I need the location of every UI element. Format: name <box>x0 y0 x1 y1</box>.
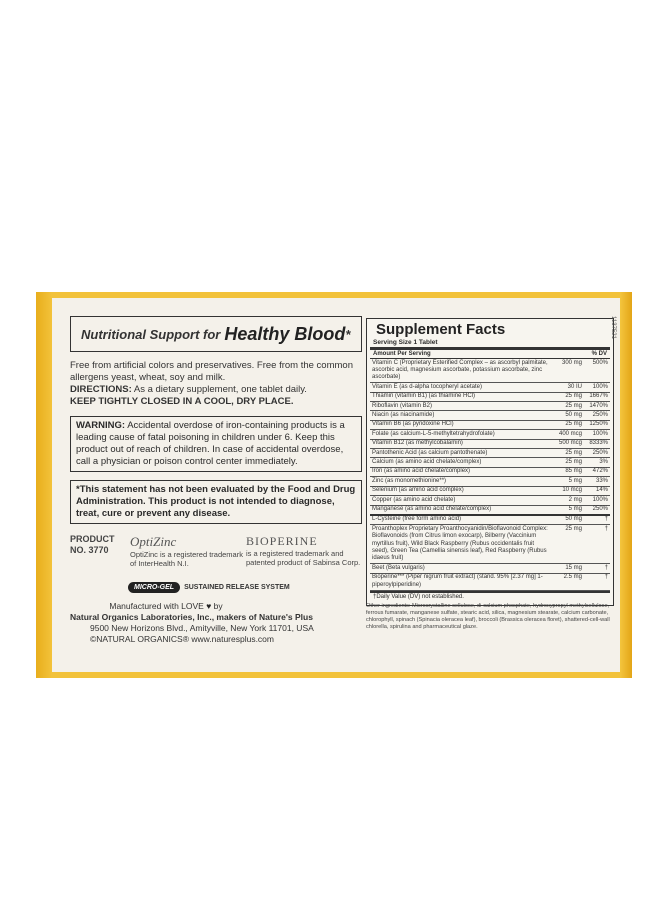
facts-row <box>370 467 610 476</box>
product-number <box>70 534 130 568</box>
dv-footnote: †Daily Value (DV) not established. <box>370 591 610 601</box>
product-no: NO. 3770 <box>70 545 109 555</box>
dv-header: % DV <box>591 351 607 357</box>
facts-dv: 100% <box>584 383 610 392</box>
fda-disclaimer: *This statement has not been evaluated by the Food and Drug Administration. This product is not intended to diagnose, treat, cure or prevent any disease. <box>70 480 362 524</box>
facts-name: Copper (as amino acid chelate) <box>370 496 552 505</box>
facts-dv: 250% <box>584 411 610 420</box>
free-from-text: Free from artificial colors and preservatives. Free from the common allergens yeast, wheat, soy and milk. <box>70 360 353 383</box>
supplement-facts-panel <box>366 318 614 606</box>
facts-amount: 50 mg <box>552 411 584 420</box>
facts-dv: 3% <box>584 458 610 467</box>
warning-text: Accidental overdose of iron-containing products is a leading cause of fatal poisoning in children under 6. Keep this product out of reach of children. In case of accidental overdose, call a physician or poison control center immediately. <box>76 420 345 467</box>
facts-amount: 400 mcg <box>552 430 584 439</box>
facts-row <box>370 525 610 564</box>
facts-name: Manganese (as amino acid chelate/complex) <box>370 505 552 515</box>
warning-label: WARNING: <box>76 420 126 431</box>
facts-amount: 300 mg <box>552 359 584 383</box>
storage-text: KEEP TIGHTLY CLOSED IN A COOL, DRY PLACE. <box>70 396 294 407</box>
headline-box <box>70 316 362 352</box>
facts-amount: 25 mg <box>552 420 584 429</box>
facts-row <box>370 486 610 495</box>
optizinc-note: OptiZinc is a registered trademark of InterHealth N.I. <box>130 550 243 568</box>
left-column <box>70 316 362 645</box>
facts-name: Pantothenic Acid (as calcium pantothenate) <box>370 449 552 458</box>
facts-row <box>370 449 610 458</box>
bioperine-block <box>246 534 362 568</box>
facts-row <box>370 411 610 420</box>
facts-amount: 2.5 mg <box>552 573 584 590</box>
facts-dv: 100% <box>584 430 610 439</box>
facts-row <box>370 430 610 439</box>
facts-row <box>370 515 610 525</box>
facts-name: Zinc (as monomethionine**) <box>370 477 552 486</box>
facts-dv: 33% <box>584 477 610 486</box>
facts-dv: † <box>584 564 610 573</box>
facts-dv: 1250% <box>584 420 610 429</box>
headline-star: * <box>345 326 351 342</box>
facts-name: Proanthoplex Proprietary Proanthocyanidin/Bioflavonoid Complex: Bioflavonoids (from Citrus limon exocarp), Bilberry (Vaccinium myrtillus fruit), Wild Black Raspberry (Rubus occidentalis fruit seed), Green Tea (Camellia sinensis leaf), Red Raspberry (Rubus idaeus fruit) <box>370 525 552 564</box>
facts-amount: 85 mg <box>552 467 584 476</box>
facts-dv: 250% <box>584 449 610 458</box>
facts-name: Selenium (as amino acid complex) <box>370 486 552 495</box>
facts-name: Iron (as amino acid chelate/complex) <box>370 467 552 476</box>
facts-row <box>370 402 610 411</box>
serving-size: Serving Size 1 Tablet <box>370 339 610 350</box>
facts-row <box>370 392 610 401</box>
bioperine-logo: BIOPERINE <box>246 534 318 548</box>
mfg-line4: ©NATURAL ORGANICS® www.naturesplus.com <box>90 634 274 644</box>
facts-name: Vitamin E (as d-alpha tocopheryl acetate) <box>370 383 552 392</box>
facts-name: L-Cysteine (free form amino acid) <box>370 515 552 525</box>
facts-row <box>370 477 610 486</box>
directions <box>70 384 362 396</box>
facts-dv: 14% <box>584 486 610 495</box>
facts-amount: 25 mg <box>552 449 584 458</box>
facts-name: Vitamin B12 (as methylcobalamin) <box>370 439 552 448</box>
directions-label: DIRECTIONS: <box>70 384 132 395</box>
mfg-line3: 9500 New Horizons Blvd., Amityville, New York 11701, USA <box>90 623 314 633</box>
warning-box <box>70 416 362 472</box>
amount-header-row <box>370 350 610 359</box>
mfg-line2: Natural Organics Laboratories, Inc., makers of Nature's Plus <box>70 612 313 622</box>
package-code: 1137521 <box>610 316 616 339</box>
facts-amount: 5 mg <box>552 505 584 515</box>
facts-amount: 500 mcg <box>552 439 584 448</box>
facts-amount: 25 mg <box>552 402 584 411</box>
facts-name: Vitamin B6 (as pyridoxine HCl) <box>370 420 552 429</box>
facts-dv: 250% <box>584 505 610 515</box>
manufacturer-info <box>70 601 362 645</box>
facts-name: Vitamin C (Proprietary Esterified Complex – as ascorbyl palmitate, ascorbic acid, magnesium ascorbate, potassium ascorbate, zinc ascorbate) <box>370 359 552 383</box>
facts-name: Riboflavin (vitamin B2) <box>370 402 552 411</box>
facts-row <box>370 439 610 448</box>
directions-text: As a dietary supplement, one tablet daily. <box>133 384 307 395</box>
product-label: PRODUCT <box>70 534 115 544</box>
facts-row <box>370 564 610 573</box>
facts-row <box>370 573 610 590</box>
amount-header: Amount Per Serving <box>373 351 431 357</box>
facts-dv: 1470% <box>584 402 610 411</box>
facts-row <box>370 383 610 392</box>
facts-amount: 25 mg <box>552 525 584 564</box>
facts-name: Thiamin (vitamin B1) (as thiamine HCl) <box>370 392 552 401</box>
micro-gel-badge <box>128 582 362 593</box>
facts-dv: 1667% <box>584 392 610 401</box>
box-edge-right <box>620 292 632 678</box>
facts-row <box>370 458 610 467</box>
facts-amount: 25 mg <box>552 392 584 401</box>
facts-dv: 8333% <box>584 439 610 448</box>
facts-row <box>370 359 610 383</box>
facts-dv: † <box>584 573 610 590</box>
facts-row <box>370 420 610 429</box>
facts-amount: 50 mg <box>552 515 584 525</box>
facts-dv: † <box>584 525 610 564</box>
optizinc-logo: OptiZinc <box>130 534 177 549</box>
facts-dv: 472% <box>584 467 610 476</box>
facts-row <box>370 496 610 505</box>
micro-gel-text: SUSTAINED RELEASE SYSTEM <box>184 584 290 591</box>
facts-amount: 25 mg <box>552 458 584 467</box>
headline-prefix: Nutritional Support for <box>81 326 221 342</box>
other-ingredients: Other ingredients: Microcrystalline cellulose, di-calcium phosphate, hydroxypropyl methylcellulose, ferrous fumarate, manganese sulfate, stearic acid, silica, magnesium stearate, calcium carbonate, chlorophyll, spinach (Spinacia oleracea leaf), broccoli (Brassica oleracea floret), shattered-cell-wall chlorella, spirulina and pharmaceutical glaze. <box>366 603 610 630</box>
headline-emphasis: Healthy Blood <box>224 323 346 344</box>
facts-dv: 100% <box>584 496 610 505</box>
facts-name: Beet (Beta vulgaris) <box>370 564 552 573</box>
facts-name: Folate (as calcium-L-5-methyltetrahydrofolate) <box>370 430 552 439</box>
facts-row <box>370 505 610 515</box>
heart-icon: ♥ <box>206 601 212 611</box>
facts-name: Calcium (as amino acid chelate/complex) <box>370 458 552 467</box>
facts-table <box>370 359 610 591</box>
warning <box>76 420 356 468</box>
micro-gel-pill: MICRO-GEL <box>128 582 180 593</box>
optizinc-block <box>130 534 246 568</box>
logos-row <box>70 534 362 568</box>
facts-name: Bioperine*** (Piper nigrum fruit extract) (stand. 95% [2.37 mg] 1-piperoylpiperidine) <box>370 573 552 590</box>
mfg-love: Manufactured with LOVE <box>109 601 204 611</box>
supplement-facts-title: Supplement Facts <box>376 321 506 338</box>
mfg-line1 <box>70 601 362 612</box>
facts-amount: 10 mcg <box>552 486 584 495</box>
facts-amount: 2 mg <box>552 496 584 505</box>
facts-dv: † <box>584 515 610 525</box>
facts-amount: 15 mg <box>552 564 584 573</box>
facts-name: Niacin (as niacinamide) <box>370 411 552 420</box>
facts-amount: 30 IU <box>552 383 584 392</box>
facts-amount: 5 mg <box>552 477 584 486</box>
mfg-by: by <box>213 601 223 611</box>
bioperine-note: is a registered trademark and patented product of Sabinsa Corp. <box>246 549 361 567</box>
facts-dv: 500% <box>584 359 610 383</box>
